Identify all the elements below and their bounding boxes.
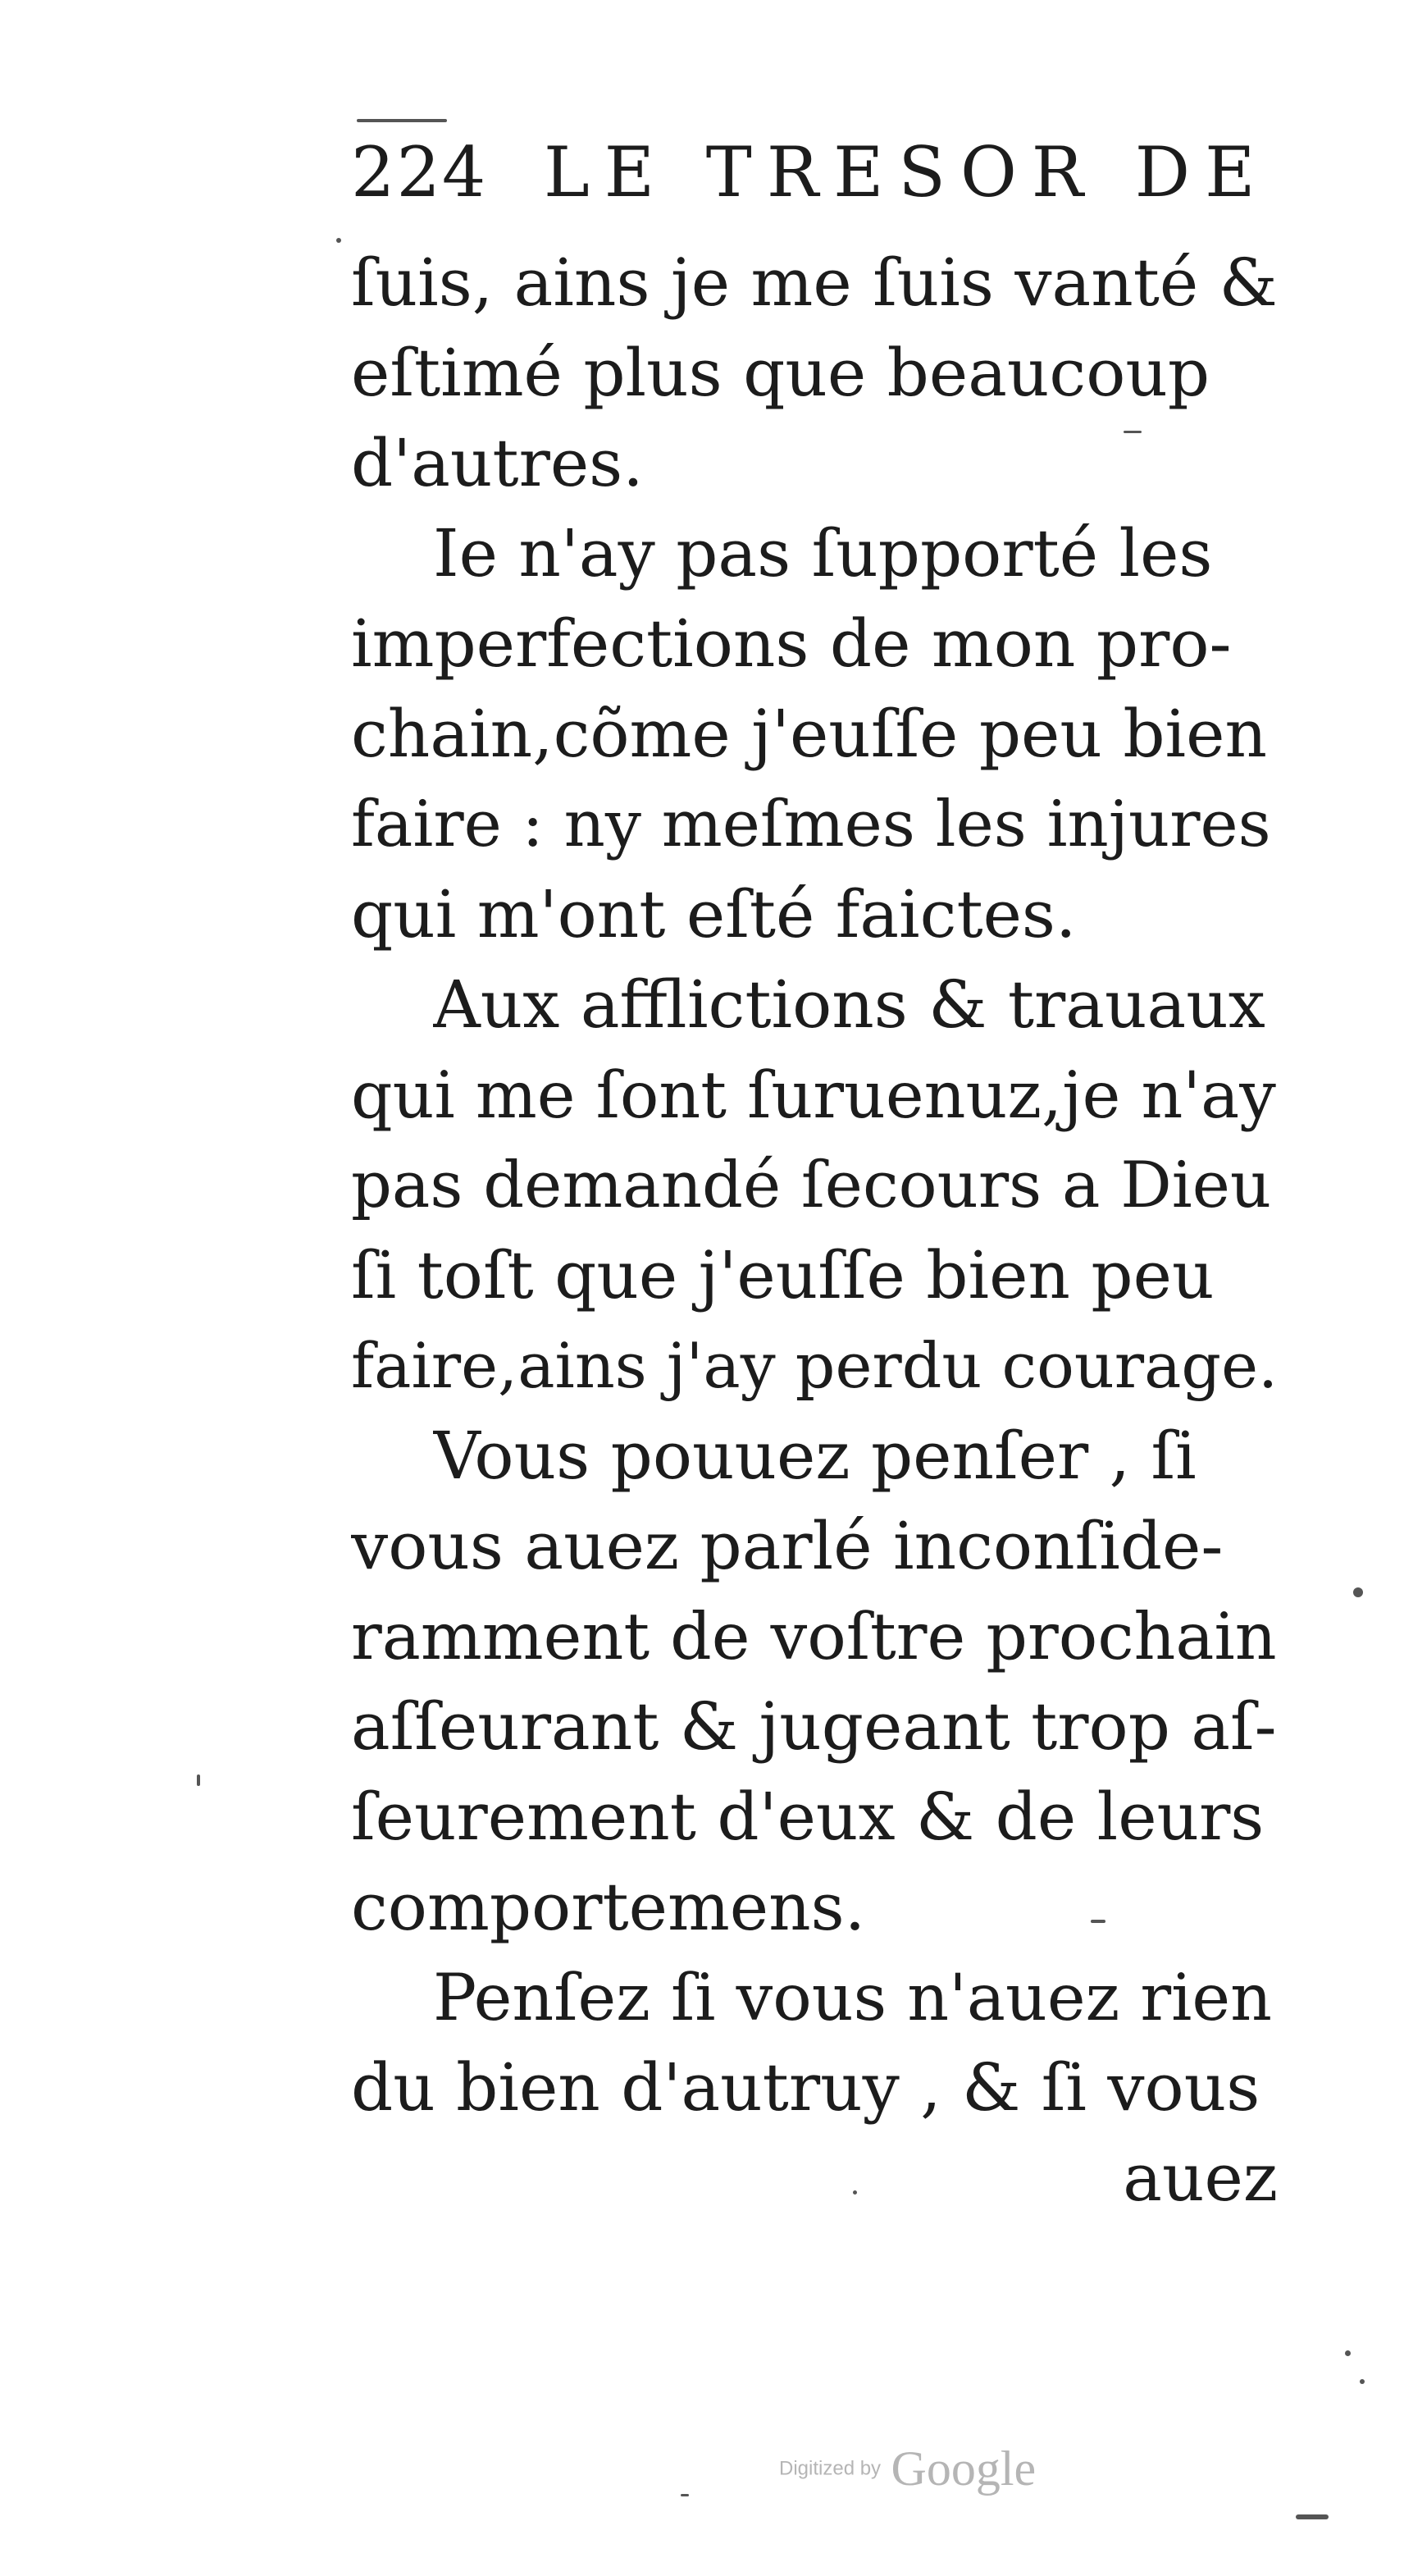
scan-speck <box>1091 1920 1105 1923</box>
digitized-by-google-watermark <box>779 2441 1036 2514</box>
page-number: 224 <box>351 132 488 212</box>
scan-speck <box>357 119 447 122</box>
watermark-prefix: Digitized by <box>779 2457 882 2480</box>
text-line: chain,cõme j'euſſe peu bien <box>351 696 1267 772</box>
paragraph-start-line: Aux afflictions & trauaux <box>433 966 1265 1043</box>
text-line: faire,ains j'ay perdu courage. <box>351 1329 1279 1402</box>
scan-speck <box>681 2494 689 2496</box>
text-line: d'autres. <box>351 425 644 501</box>
scan-speck <box>1360 2379 1365 2384</box>
page-header <box>351 123 1278 222</box>
scan-speck <box>1345 2350 1351 2356</box>
paragraph-start-line: Ie n'ay pas ſupporté les <box>433 515 1213 591</box>
text-line: comportemens. <box>351 1869 866 1945</box>
scan-speck <box>1353 1587 1363 1597</box>
text-line: faire : ny meſmes les injures <box>351 788 1271 861</box>
text-line: vous auez parlé inconſide- <box>351 1508 1224 1584</box>
scan-speck <box>1124 431 1142 433</box>
scan-speck <box>336 238 341 243</box>
text-line: qui m'ont eſté faictes. <box>351 876 1077 952</box>
paragraph-start-line: Vous pouuez penſer , ſi <box>433 1418 1197 1494</box>
text-line: ſi toſt que j'euſſe bien peu <box>351 1237 1215 1313</box>
scan-speck <box>1296 2514 1329 2519</box>
catchword: auez <box>1123 2140 1278 2216</box>
running-title: LE TRESOR DE <box>544 132 1270 212</box>
text-line: eſtimé plus que beaucoup <box>351 335 1210 411</box>
paragraph-start-line: Penſez ſi vous n'auez rien <box>433 1960 1273 2035</box>
text-line: qui me ſont ſuruenuz,je n'ay <box>351 1057 1276 1133</box>
scan-speck <box>197 1774 200 1786</box>
text-line: pas demandé ſecours a Dieu <box>351 1149 1272 1222</box>
text-line: aſſeurant & jugeant trop aſ- <box>351 1688 1277 1765</box>
google-logo: Google <box>891 2441 1037 2496</box>
scan-speck <box>853 2190 857 2195</box>
text-line: du bien d'autruy , & ſi vous <box>351 2049 1260 2126</box>
text-line: imperfections de mon pro- <box>351 605 1232 682</box>
text-line: ſuis, ains je me ſuis vanté & <box>351 244 1278 321</box>
text-line: ramment de voſtre prochain <box>351 1599 1277 1674</box>
text-line: ſeurement d'eux & de leurs <box>351 1779 1265 1855</box>
